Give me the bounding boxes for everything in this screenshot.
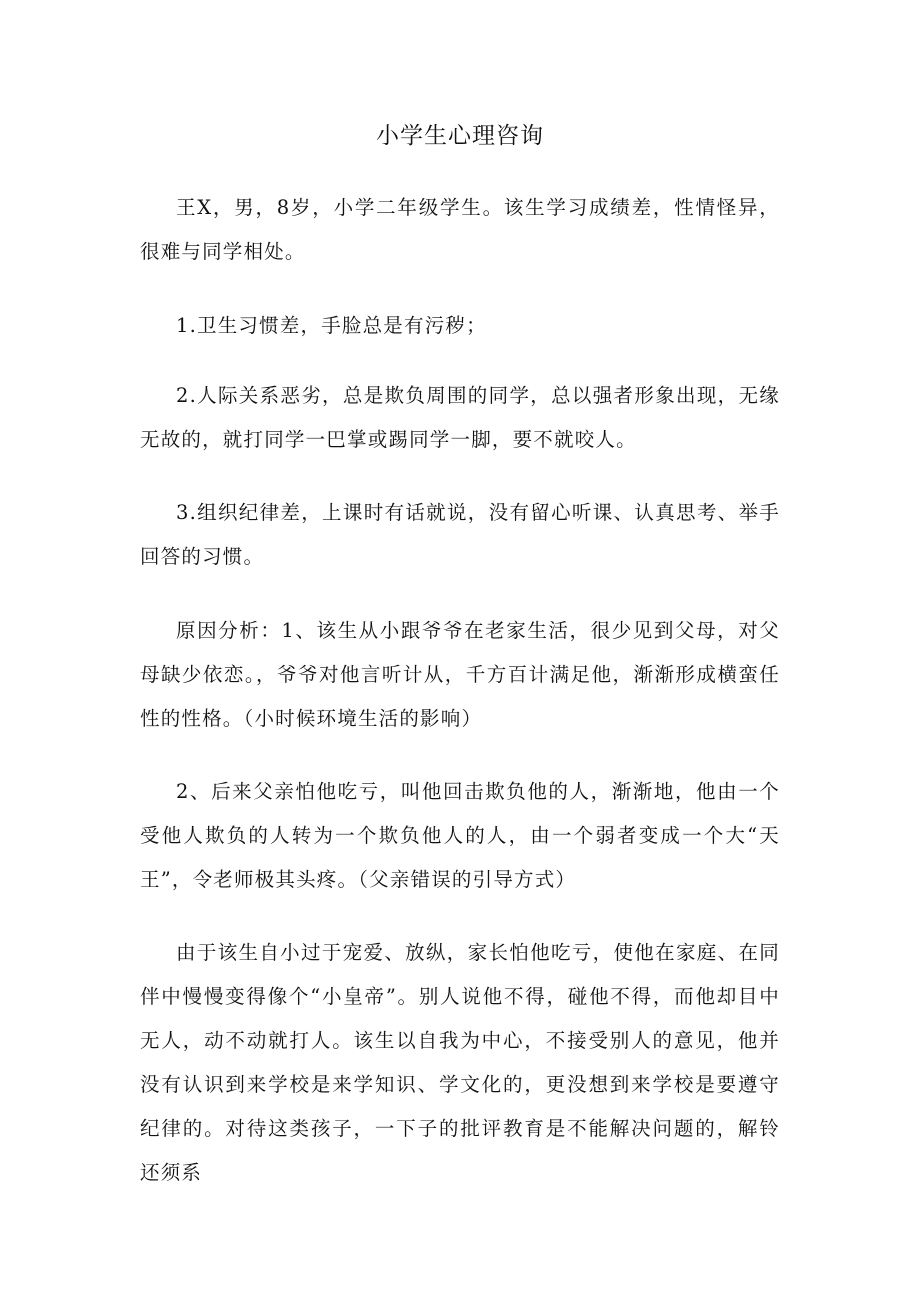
paragraph-cause-analysis-1: 原因分析：1、该生从小跟爷爷在老家生活，很少见到父母，对父母缺少依恋。，爷爷对他言听计从，千方百计满足他，渐渐形成横蛮任性的性格。（小时候环境生活的影响） (140, 619, 780, 730)
paragraph-summary: 由于该生自小过于宠爱、放纵，家长怕他吃亏，使他在家庭、在同伴中慢慢变得像个“小皇帝”。别人说他不得，碰他不得，而他却目中无人，动不动就打人。该生以自我为中心，不接受别人的意见，他并没有认识到来学校是来学知识、学文化的，更没想到来学校是要遵守纪律的。对待这类孩子，一下子的批评教育是不能解决问题的，解铃还须系 (140, 941, 780, 1184)
paragraph-relationships: 2.人际关系恶劣，总是欺负周围的同学，总以强者形象出现，无缘无故的，就打同学一巴掌或踢同学一脚，要不就咬人。 (140, 384, 780, 451)
page-title: 小学生心理咨询 (376, 123, 544, 149)
paragraph-hygiene: 1.卫生习惯差，手脸总是有污秽； (176, 314, 487, 337)
paragraph-cause-analysis-2: 2、后来父亲怕他吃亏，叫他回击欺负他的人，渐渐地，他由一个受他人欺负的人转为一个欺负他人的人，由一个弱者变成一个大“天王”，令老师极其头疼。（父亲错误的引导方式） (140, 780, 780, 891)
paragraph-student-profile: 王X，男，8岁，小学二年级学生。该生学习成绩差，性情怪异，很难与同学相处。 (140, 196, 780, 263)
paragraph-discipline: 3.组织纪律差，上课时有话就说，没有留心听课、认真思考、举手回答的习惯。 (140, 501, 780, 568)
